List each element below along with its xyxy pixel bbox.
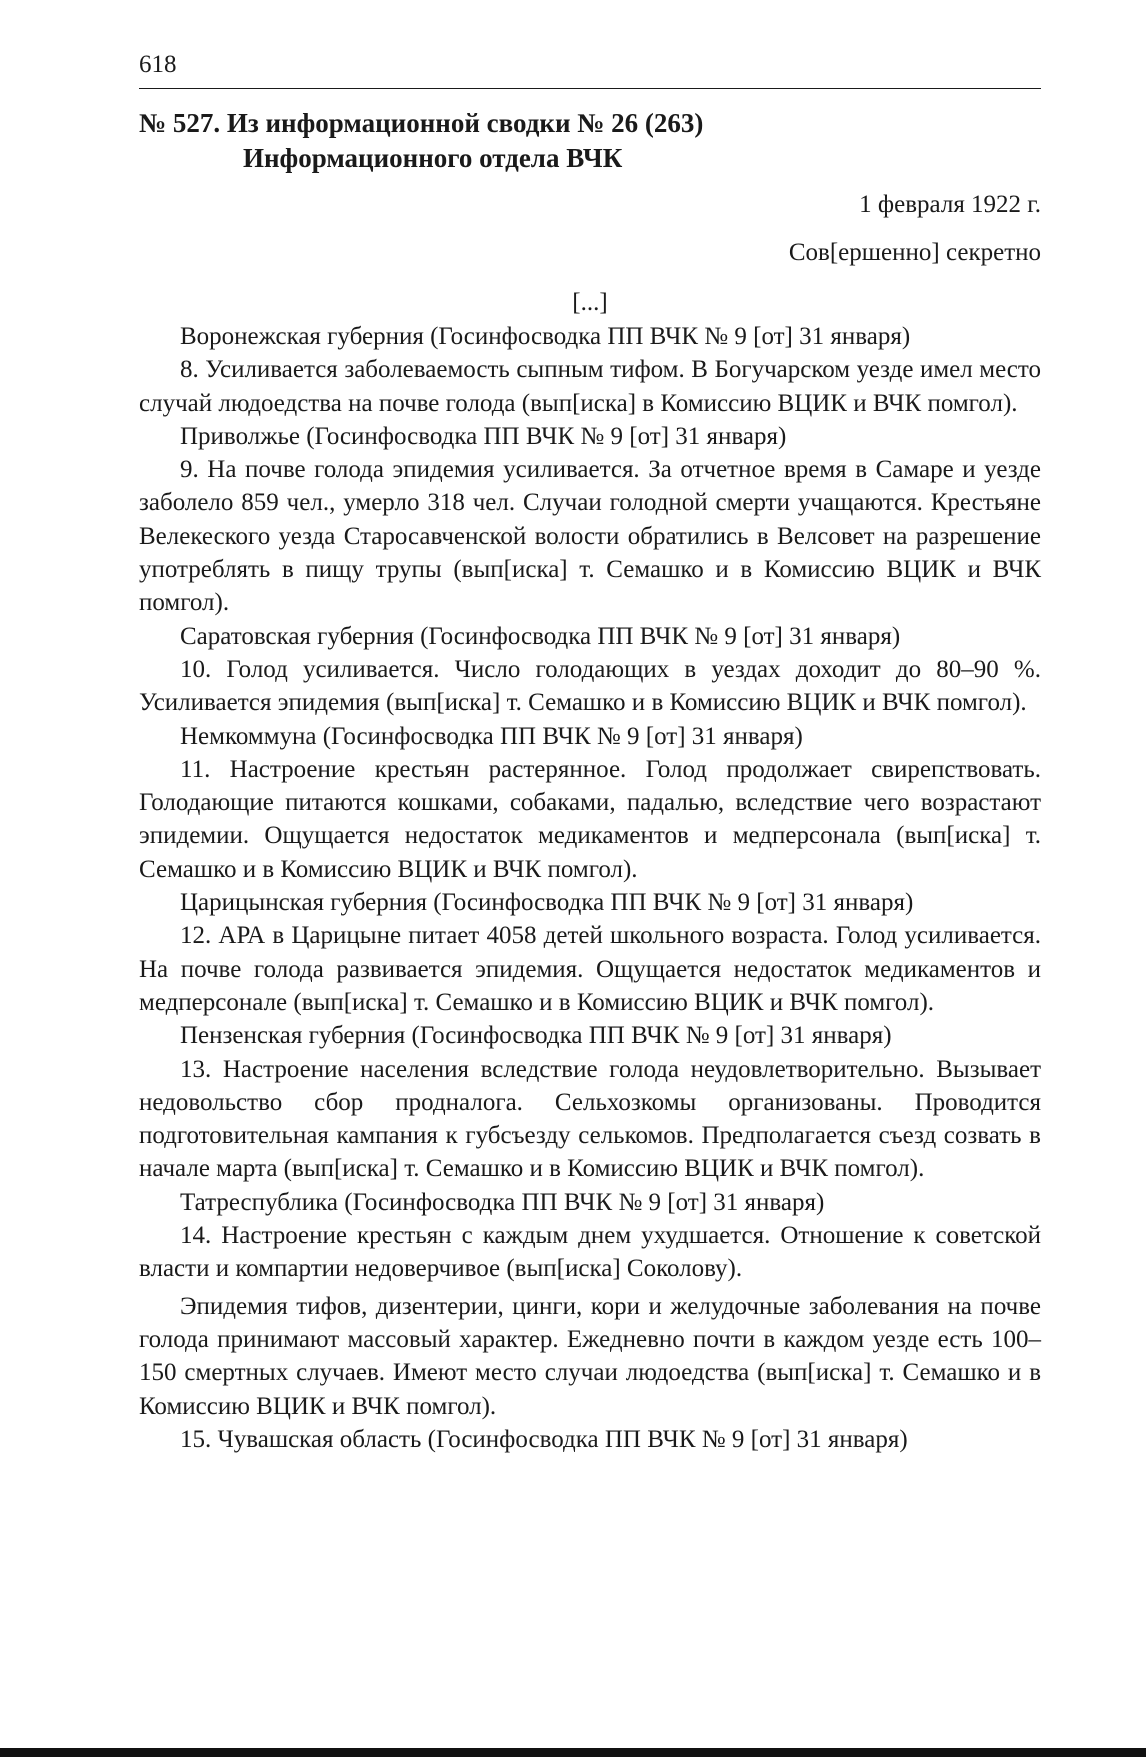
paragraph-item-14: 14. Настроение крестьян с каждым днем ухудшается. Отношение к советской власти и компартии недоверчивое (вып[иска] Соколову).: [139, 1222, 1041, 1283]
paragraph-item-12: 12. АРА в Царицыне питает 4058 детей школьного возраста. Голод усиливается. На почве голода развивается эпидемия. Ощущается недостаток медикаментов и медперсонале (вып[иска] т. Семашко и в Комиссию ВЦИК и ВЧК помгол).: [139, 922, 1041, 1016]
paragraph-source-tsaritsyn: Царицынская губерния (Госинфосводка ПП ВЧК № 9 [от] 31 января): [180, 889, 914, 917]
paragraph-epidemic: Эпидемия тифов, дизентерии, цинги, кори и желудочные заболевания на почве голода принимают массовый характер. Ежедневно почти в каждом уезде есть 100–150 смертных случаев. Имеют место случаи людоедства (вып[иска] т. Семашко и в Комиссию ВЦИК и ВЧК помгол).: [139, 1292, 1041, 1420]
paragraph-item-9: 9. На почве голода эпидемия усиливается. За отчетное время в Самаре и уезде заболело 859 чел., умерло 318 чел. Случаи голодной смерти учащаются. Крестьяне Велекеского уезда Старосавченской волости обратились в Велсовет на разрешение употреблять в пищу трупы (вып[иска] т. Семашко и в Комиссию ВЦИК и ВЧК помгол).: [139, 456, 1041, 617]
paragraph-item-11: 11. Настроение крестьян растерянное. Голод продолжает свирепствовать. Голодающие питаются кошками, собаками, падалью, вследствие чего возрастают эпидемии. Ощущается недостаток медикаментов и медперсонала (вып[иска] т. Семашко и в Комиссию ВЦИК и ВЧК помгол).: [139, 755, 1041, 883]
omission-marker: [...]: [572, 289, 608, 316]
document-date: 1 февраля 1922 г.: [859, 191, 1041, 218]
paragraph-source-saratov: Саратовская губерния (Госинфосводка ПП ВЧК № 9 [от] 31 января): [180, 622, 901, 650]
paragraph-item-13: 13. Настроение населения вследствие голода неудовлетворительно. Вызывает недовольство сбор продналога. Сельхозкомы организованы. Проводится подготовительная кампания к губсъезду селькомов. Предполагается съезд созвать в начале марта (вып[иска] т. Семашко и в Комиссию ВЦИК и ВЧК помгол).: [139, 1055, 1041, 1183]
document-title-line-2: Информационного отдела ВЧК: [243, 143, 623, 173]
document-title-line-1: № 527. Из информационной сводки № 26 (263): [139, 108, 704, 138]
paragraph-source-nemkommuna: Немкоммуна (Госинфосводка ПП ВЧК № 9 [от] 31 января): [180, 722, 803, 750]
header-rule: [139, 88, 1041, 89]
paragraph-item-10: 10. Голод усиливается. Число голодающих в уездах доходит до 80–90 %. Усиливается эпидемия (вып[иска] т. Семашко и в Комиссию ВЦИК и ВЧК помгол).: [139, 655, 1041, 717]
paragraph-source-penza: Пензенская губерния (Госинфосводка ПП ВЧК № 9 [от] 31 января): [180, 1022, 892, 1050]
paragraph-source-privolzhye: Приволжье (Госинфосводка ПП ВЧК № 9 [от] 31 января): [180, 422, 787, 450]
classification-stamp: Сов[ершенно] секретно: [788, 239, 1041, 266]
paragraph-source-tatrespublika: Татреспублика (Госинфосводка ПП ВЧК № 9 [от] 31 января): [180, 1188, 825, 1216]
document-body: [139, 320, 1041, 1456]
paragraph-source-voronezh: Воронежская губерния (Госинфосводка ПП ВЧК № 9 [от] 31 января): [180, 323, 911, 350]
bottom-edge-bar: [0, 1748, 1146, 1757]
paragraph-item-8: 8. Усиливается заболеваемость сыпным тифом. В Богучарском уезде имел место случай людоедства на почве голода (вып[иска] в Комиссию ВЦИК и ВЧК помгол).: [139, 356, 1041, 417]
page-number: 618: [139, 51, 177, 78]
paragraph-item-15: 15. Чувашская область (Госинфосводка ПП ВЧК № 9 [от] 31 января): [180, 1425, 908, 1453]
document-title: [139, 106, 1041, 176]
